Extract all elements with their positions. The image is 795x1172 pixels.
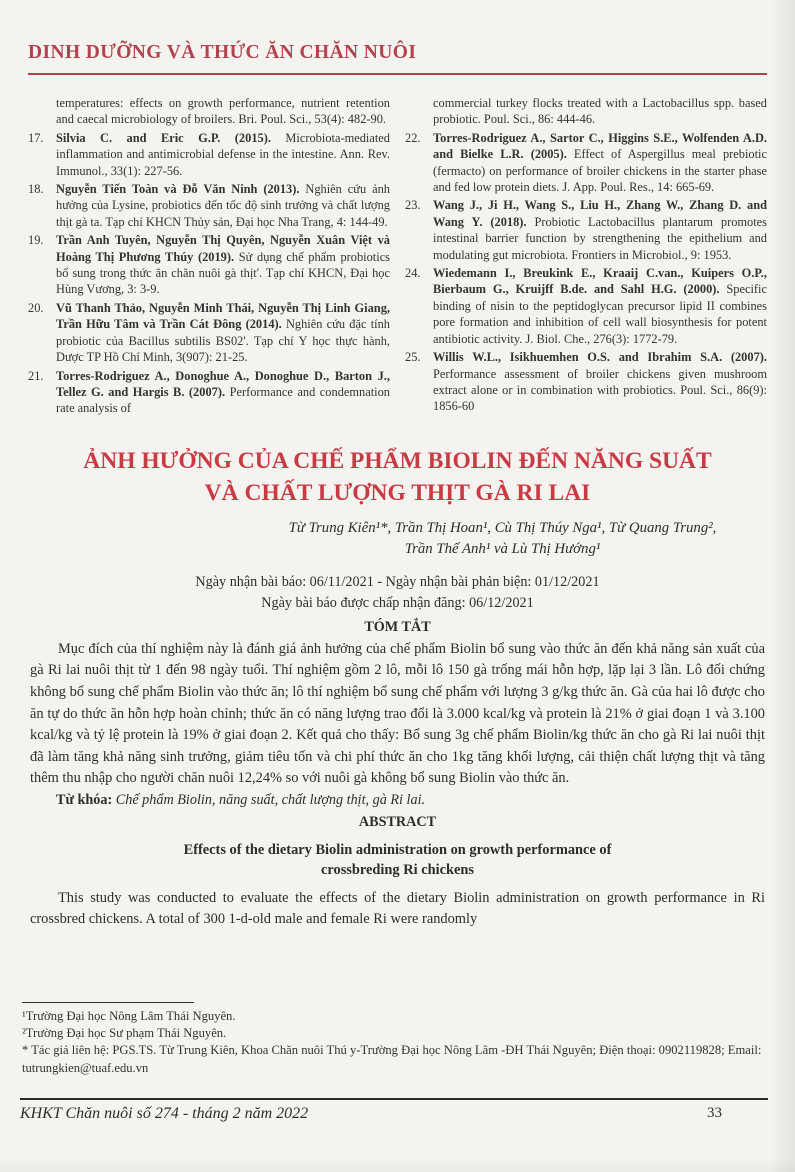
accepted-date: Ngày bài báo được chấp nhận đăng: 06/12/2021 [261, 594, 534, 611]
authors-line1: Từ Trung Kiên¹*, Trần Thị Hoan¹, Cù Thị Thúy Nga¹, Từ Quang Trung², [288, 519, 717, 536]
reference-text: commercial turkey flocks treated with a Lactobacillus spp. based probiotic. Poul. Sci., 86: 444-46. [433, 96, 767, 127]
reference-item [405, 95, 767, 128]
scan-shadow-bottom [0, 1158, 795, 1172]
reference-item [28, 95, 390, 128]
reference-text: Torres-Rodriguez A., Sartor C., Higgins S.E., Wolfenden A.D. and Bielke L.R. (2005). Effect of Aspergillus meal prebiotic (fermacto) on performance of broiler chickens in the starter phase and fed low protein diets. J. App. Poul. Res., 14: 665-69. [433, 130, 767, 195]
reference-text: temperatures: effects on growth performance, nutrient retention and caecal microbiology of broilers. Bri. Poul. Sci., 53(4): 482-90. [56, 96, 390, 127]
reference-item [28, 181, 390, 230]
footnote-divider [22, 1002, 194, 1003]
corresponding-author-note: * Tác giả liên hệ: PGS.TS. Từ Trung Kiên, Khoa Chăn nuôi Thú y-Trường Đại học Nông Lâm -ĐH Thái Nguyên; Điện thoại: 0902119828; Email: tutrungkien@tuaf.edu.vn [22, 1043, 762, 1075]
reference-text: Wang J., Ji H., Wang S., Liu H., Zhang W., Zhang D. and Wang Y. (2018). Probiotic Lactobacillus plantarum promotes intestinal barrier function by strengthening the epithelium and modulating gut microbiota. Frontiers in Microbiol., 9: 1953. [433, 198, 768, 262]
reference-item [405, 197, 767, 263]
article-title-line2: VÀ CHẤT LƯỢNG THỊT GÀ RI LAI [204, 479, 591, 506]
footnotes-block [22, 1002, 764, 1077]
submission-dates [28, 572, 767, 614]
english-abstract-title-line1: Effects of the dietary Biolin administration on growth performance of [183, 841, 612, 858]
page-footer [20, 1098, 768, 1123]
page-number: 33 [707, 1105, 722, 1121]
reference-number: 22. [405, 130, 421, 145]
reference-text: Trần Anh Tuyên, Nguyễn Thị Quyên, Nguyễn Xuân Việt và Hoàng Thị Phương Thúy (2019). Sử dụng chế phẩm probiotics bổ sung trong thức ăn chăn nuôi gà thịt'. Tạp chí KHCN, Đại học Hùng Vương, 3: 3-9. [56, 233, 391, 297]
reference-text: Nguyễn Tiến Toàn và Đỗ Văn Ninh (2013). Nghiên cứu ảnh hưởng của Lysine, probiotics đến tốc độ sinh trưởng và chất lượng thịt gà ta. Tạp chí KHCN Thủy sản, Đại học Nha Trang, 4: 144-49. [56, 182, 390, 229]
keywords-text: Chế phẩm Biolin, năng suất, chất lượng thịt, gà Ri lai. [115, 791, 426, 808]
reference-number: 23. [405, 198, 421, 213]
reference-item [28, 130, 390, 179]
reference-number: 24. [405, 266, 421, 281]
reference-number: 17. [28, 130, 44, 145]
reference-item [28, 232, 390, 298]
reference-item [405, 130, 767, 196]
english-abstract-title [28, 840, 767, 881]
author-list [28, 518, 767, 560]
reference-number: 19. [28, 233, 44, 248]
references-column-left [28, 95, 390, 419]
keywords-line [28, 792, 767, 809]
references-column-right [405, 95, 767, 419]
english-abstract: This study was conducted to evaluate the effects of the dietary Biolin administration on growth performance in Ri crossbred chickens. A total of 300 1-d-old male and female Ri were randomly [30, 889, 765, 928]
affiliation-1: ¹Trường Đại học Nông Lâm Thái Nguyên. [22, 1009, 236, 1023]
reference-item [405, 349, 767, 415]
reference-item [28, 368, 390, 417]
reference-number: 18. [28, 182, 44, 197]
journal-section-header: DINH DƯỠNG VÀ THỨC ĂN CHĂN NUÔI [28, 42, 767, 75]
reference-text: Torres-Rodriguez A., Donoghue A., Donoghue D., Barton J., Tellez G. and Hargis B. (2007). Performance and condemnation rate analysis of [56, 368, 390, 416]
received-reviewed-date: Ngày nhận bài báo: 06/11/2021 - Ngày nhận bài phản biện: 01/12/2021 [195, 573, 600, 590]
reference-text: Wiedemann I., Breukink E., Kraaij C.van., Kuipers O.P., Bierbaum G., Kruijff B.de. and Sahl H.G. (2000). Specific binding of nisin to the peptidoglycan precursor lipid II combines pore formation and inhibition of cell wall biosynthesis for potent antibiotic activity. J. Biol. Che., 276(3): 1772-79. [433, 266, 767, 346]
tomtat-heading: TÓM TẮT [364, 618, 431, 635]
reference-item [405, 265, 767, 347]
english-abstract-title-line2: crossbreding Ri chickens [321, 862, 474, 879]
reference-item [28, 300, 390, 366]
keywords-label: Từ khóa: [56, 791, 116, 808]
abstract-heading: ABSTRACT [358, 813, 437, 830]
reference-number: 21. [28, 368, 44, 383]
reference-text: Vũ Thanh Thảo, Nguyễn Minh Thái, Nguyễn Thị Linh Giang, Trần Hữu Tâm và Trần Cát Đông (2014). Nghiên cứu đặc tính probiotic của Bacillus subtilis BS02'. Tạp chí Y học thực hành, Dược TP Hồ Chí Minh, 3(907): 21-25. [56, 300, 390, 365]
reference-text: Willis W.L., Isikhuemhen O.S. and Ibrahim S.A. (2007). Performance assessment of broiler chickens given mushroom extract alone or in combination with probiotics. Poul. Sci., 86(9): 1856-60 [433, 350, 767, 414]
affiliation-2: ²Trường Đại học Sư phạm Thái Nguyên. [22, 1026, 227, 1041]
vietnamese-abstract: Mục đích của thí nghiệm này là đánh giá ảnh hưởng của chế phẩm Biolin bổ sung vào thức ăn đến khả năng sản xuất của gà Ri lai nuôi thịt từ 1 đến 98 ngày tuổi. Thí nghiệm gồm 2 lô, mỗi lô 150 gà trống mái hỗn hợp, lặp lại 3 lần. Lô đối chứng không bổ sung chế phẩm Biolin vào thức ăn; lô thí nghiệm bổ sung chế phẩm với lượng 3 g/kg thức ăn. Gà của hai lô được cho ăn tự do thức ăn hỗn hợp hoàn chỉnh; thức ăn có năng lượng trao đổi là 3.000 kcal/kg và protein là 21% ở giai đoạn 1 và 3.100 kcal/kg và tỷ lệ protein là 19% ở giai đoạn 2. Kết quả cho thấy: Bổ sung 3g chế phẩm Biolin/kg thức ăn cho gà Ri lai nuôi thịt đã làm tăng khả năng sinh trưởng, giảm tiêu tốn và chi phí thức ăn cho 1kg tăng khối lượng, cải thiện chất lượng thịt và tăng thêm thu nhập cho người chăn nuôi 12,24% so với nuôi gà không bổ sung Biolin vào thức ăn. [30, 640, 765, 787]
references-section [28, 95, 767, 419]
reference-text: Silvia C. and Eric G.P. (2015). Microbiota-mediated inflammation and antimicrobial defense in the intestine. Ann. Rev. Immunol., 33(1): 227-56. [56, 130, 390, 178]
reference-number: 25. [405, 350, 421, 365]
reference-number: 20. [28, 300, 44, 315]
authors-line2: Trần Thế Anh¹ và Lù Thị Hướng¹ [404, 540, 601, 557]
article-title-line1: ẢNH HƯỞNG CỦA CHẾ PHẨM BIOLIN ĐẾN NĂNG SUẤT [83, 447, 712, 474]
article-title [28, 445, 767, 509]
journal-issue-label: KHKT Chăn nuôi số 274 - tháng 2 năm 2022 [20, 1105, 309, 1122]
